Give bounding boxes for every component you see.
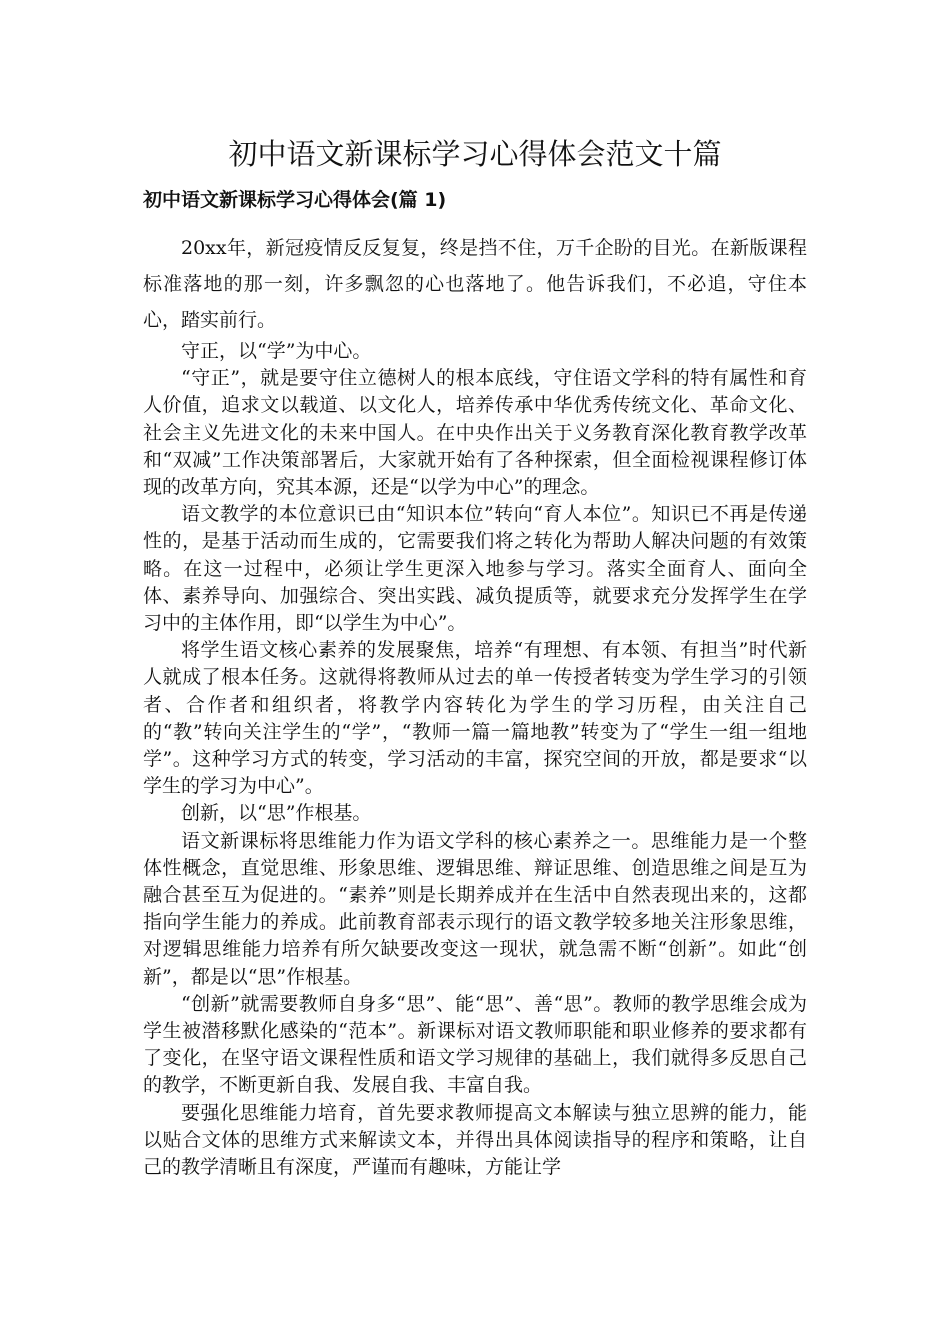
paragraph: 语文教学的本位意识已由“知识本位”转向“育人本位”。知识已不再是传递性的，是基于活动而生成的，它需要我们将之转化为帮助人解决问题的有效策略。在这一过程中，必须让学生更深入地参与学习。落实全面育人、面向全体、素养导向、加强综合、突出实践、减负提质等，就要求充分发挥学生在学习中的主体作用，即“以学生为中心”。 [143,503,807,635]
paragraph: 语文新课标将思维能力作为语文学科的核心素养之一。思维能力是一个整体性概念，直觉思维、形象思维、逻辑思维、辩证思维、创造思维之间是互为融合甚至互为促进的。“素养”则是长期养成并在生活中自然表现出来的，这都指向学生能力的养成。此前教育部表示现行的语文教学较多地关注形象思维，对逻辑思维能力培养有所欠缺要改变这一现状，就急需不断“创新”。如此“创新”，都是以“思”作根基。 [143,829,807,988]
document-body [143,230,807,1181]
section-heading: 初中语文新课标学习心得体会(篇 1) [143,189,447,211]
paragraph: 守正，以“学”为中心。 [181,340,372,362]
document-title: 初中语文新课标学习心得体会范文十篇 [228,137,722,171]
paragraph: 创新，以“思”作根基。 [181,802,372,825]
paragraph: 要强化思维能力培育，首先要求教师提高文本解读与独立思辨的能力，能以贴合文体的思维方式来解读文本，并得出具体阅读指导的程序和策略，让自己的教学清晰且有深度，严谨而有趣味，方能让学 [143,1101,807,1179]
paragraph: “创新”就需要教师自身多“思”、能“思”、善“思”。教师的教学思维会成为学生被潜移默化感染的“范本”。新课标对语文教师职能和职业修养的要求都有了变化，在坚守语文课程性质和语文学习规律的基础上，我们就得多反思自己的教学，不断更新自我、发展自我、丰富自我。 [143,992,807,1097]
paragraph: “守正”，就是要守住立德树人的根本底线，守住语文学科的特有属性和育人价值，追求文以载道、以文化人，培养传承中华优秀传统文化、革命文化、社会主义先进文化的未来中国人。在中央作出关于义务教育深化教育教学改革和“双减”工作决策部署后，大家就开始有了各种探索，但全面检视课程修订体现的改革方向，究其本源，还是“以学为中心”的理念。 [143,367,807,499]
paragraph: 将学生语文核心素养的发展聚焦，培养“有理想、有本领、有担当”时代新人就成了根本任务。这就得将教师从过去的单一传授者转变为学生学习的引领者、合作者和组织者，将教学内容转化为学生的学习历程，由关注自己的“教”转向关注学生的“学”，“教师一篇一篇地教”转变为了“学生一组一组地学”。这种学习方式的转变，学习活动的丰富，探究空间的开放，都是要求“以学生的学习为中心”。 [143,639,807,798]
paragraph: 20xx年，新冠疫情反反复复，终是挡不住，万千企盼的目光。在新版课程标准落地的那一刻，许多飘忽的心也落地了。他告诉我们，不必追，守住本心，踏实前行。 [143,237,807,331]
